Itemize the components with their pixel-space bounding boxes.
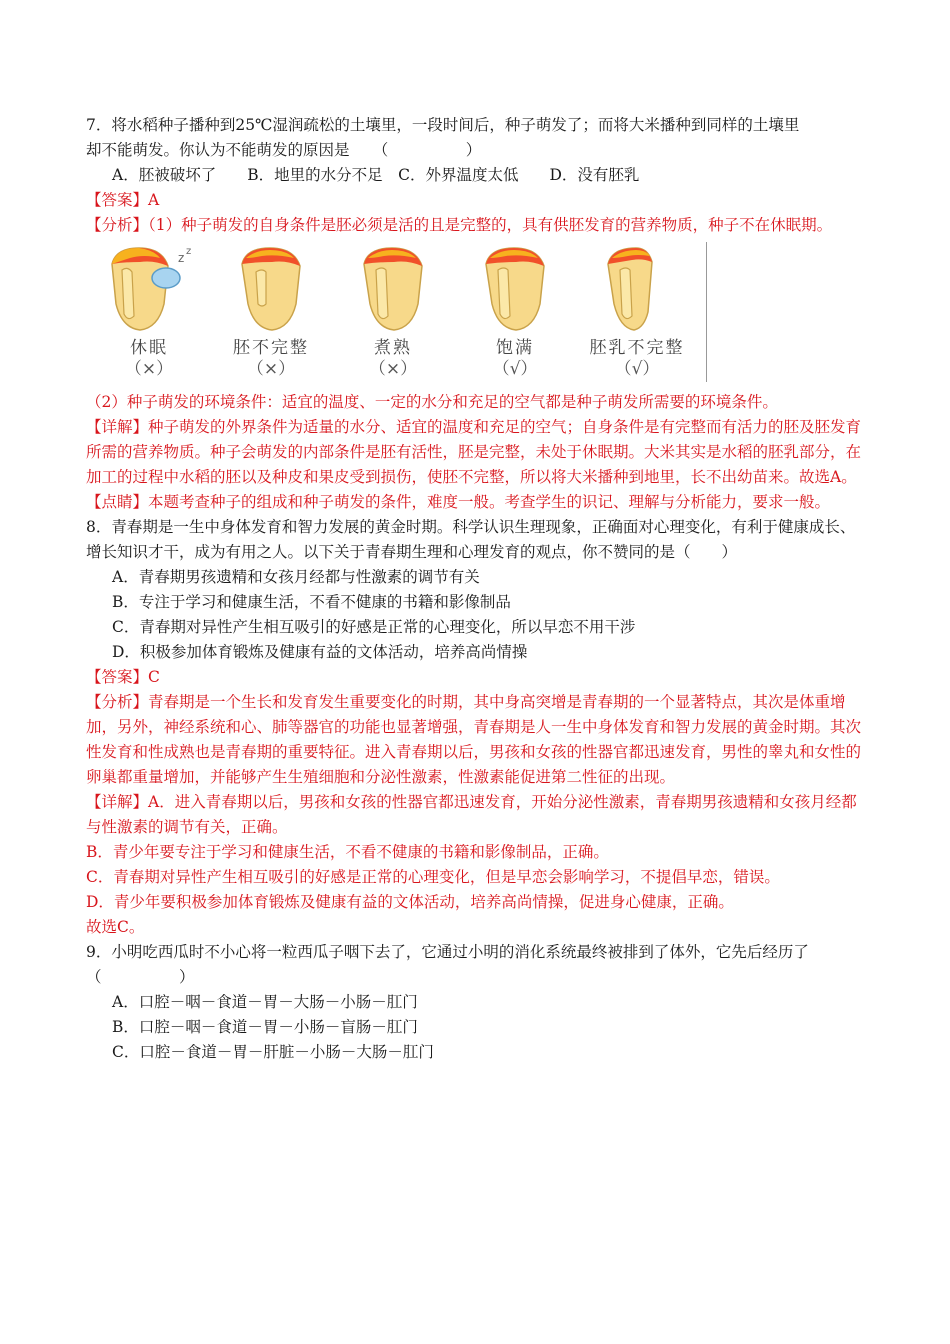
q7-stem-line2: 却不能萌发。你认为不能萌发的原因是 （ ）	[86, 141, 482, 159]
q7-answer: 【答案】A	[86, 191, 160, 209]
seed-incomplete-embryo-label: 胚不完整	[233, 338, 309, 358]
page-content	[86, 113, 870, 1065]
seed-plump	[460, 242, 570, 380]
q8-detail-c: C．青春期对异性产生相互吸引的好感是正常的心理变化，但是早恋会影响学习，不提倡早恋，错误。	[86, 868, 780, 886]
q7-detail: 【详解】种子萌发的外界条件为适量的水分、适宜的温度和充足的空气；自身条件是有完整而有活力的胚及胚发育所需的营养物质。种子会萌发的内部条件是胚有活性，胚是完整，未处于休眠期。大米其实是水稻的胚乳部分，在加工的过程中水稻的胚以及种皮和果皮受到损伤，使胚不完整，所以将大米播种到地里，长不出幼苗来。故选A。	[86, 418, 862, 486]
figure-divider	[706, 242, 707, 382]
q8-answer: 【答案】C	[86, 668, 160, 686]
seed-dormant	[94, 242, 204, 380]
seed-germination-figure	[86, 242, 870, 388]
q7-options: A．胚被破坏了 B．地里的水分不足 C．外界温度太低 D．没有胚乳	[112, 166, 640, 184]
q8-option-d: D．积极参加体育锻炼及健康有益的文体活动，培养高尚情操	[112, 643, 528, 661]
q8-option-c: C．青春期对异性产生相互吸引的好感是正常的心理变化，所以早恋不用干涉	[112, 618, 636, 636]
q8-option-b: B．专注于学习和健康生活，不看不健康的书籍和影像制品	[112, 593, 511, 611]
seed-incomplete-embryo-mark: （×）	[246, 359, 296, 379]
q8-stem: 8．青春期是一生中身体发育和智力发展的黄金时期。科学认识生理现象，正确面对心理变化，有利于健康成长、增长知识才干，成为有用之人。以下关于青春期生理和心理发育的观点，你不赞同的是（ ）	[86, 518, 856, 561]
svg-text:z: z	[178, 251, 185, 265]
seed-cooked-illustration	[338, 242, 448, 338]
q8-conclusion: 故选C。	[86, 918, 145, 936]
q8-analysis: 【分析】青春期是一个生长和发育发生重要变化的时期，其中身高突增是青春期的一个显著特点，其次是体重增加，另外，神经系统和心、肺等器官的功能也显著增强，青春期是人一生中身体发育和智力发展的黄金时期。其次性发育和性成熟也是青春期的重要特征。进入青春期以后，男孩和女孩的性器官都迅速发育，男性的睾丸和女性的卵巢都重量增加，并能够产生生殖细胞和分泌性激素，性激素能促进第二性征的出现。	[86, 693, 862, 786]
seed-incomplete-endosperm-illustration	[582, 242, 692, 338]
q7-analysis-1: 【分析】（1）种子萌发的自身条件是胚必须是活的且是完整的，具有供胚发育的营养物质，种子不在休眠期。	[86, 216, 833, 234]
seed-dormant-illustration	[94, 242, 204, 338]
seed-cooked	[338, 242, 448, 380]
seed-plump-label: 饱满	[496, 338, 534, 358]
q9-option-c: C．口腔－食道－胃－肝脏－小肠－大肠－肛门	[112, 1043, 434, 1061]
seed-incomplete-endosperm-label: 胚乳不完整	[589, 338, 685, 358]
seed-incomplete-endosperm-mark: （√）	[614, 359, 660, 379]
seed-cooked-mark: （×）	[368, 359, 418, 379]
seed-incomplete-embryo	[216, 242, 326, 380]
q7-stem-line1: 7．将水稻种子播种到25℃湿润疏松的土壤里，一段时间后，种子萌发了；而将大米播种到同样的土壤里	[86, 116, 800, 134]
seed-cooked-label: 煮熟	[374, 338, 412, 358]
seed-incomplete-endosperm	[582, 242, 692, 380]
q8-detail-a: 【详解】A．进入青春期以后，男孩和女孩的性器官都迅速发育，开始分泌性激素，青春期男孩遗精和女孩月经都与性激素的调节有关，正确。	[86, 793, 857, 836]
q8-detail-d: D．青少年要积极参加体育锻炼及健康有益的文体活动，培养高尚情操，促进身心健康，正确。	[86, 893, 734, 911]
q9-option-b: B．口腔－咽－食道－胃－小肠－盲肠－肛门	[112, 1018, 418, 1036]
q7-analysis-2: （2）种子萌发的环境条件：适宜的温度、一定的水分和充足的空气都是种子萌发所需要的环境条件。	[86, 393, 778, 411]
seed-dormant-mark: （×）	[124, 359, 174, 379]
seed-plump-mark: （√）	[492, 359, 538, 379]
svg-text:z: z	[186, 246, 192, 257]
q7-comment: 【点睛】本题考查种子的组成和种子萌发的条件，难度一般。考查学生的识记、理解与分析能力，要求一般。	[86, 493, 831, 511]
seed-plump-illustration	[460, 242, 570, 338]
q8-option-a: A．青春期男孩遗精和女孩月经都与性激素的调节有关	[112, 568, 480, 586]
seed-dormant-label: 休眠	[130, 338, 168, 358]
q9-stem: 9．小明吃西瓜时不小心将一粒西瓜子咽下去了，它通过小明的消化系统最终被排到了体外，它先后经历了（ ）	[86, 943, 809, 986]
q8-detail-b: B．青少年要专注于学习和健康生活，不看不健康的书籍和影像制品，正确。	[86, 843, 609, 861]
seed-incomplete-embryo-illustration	[216, 242, 326, 338]
q9-option-a: A．口腔－咽－食道－胃－大肠－小肠－肛门	[112, 993, 418, 1011]
